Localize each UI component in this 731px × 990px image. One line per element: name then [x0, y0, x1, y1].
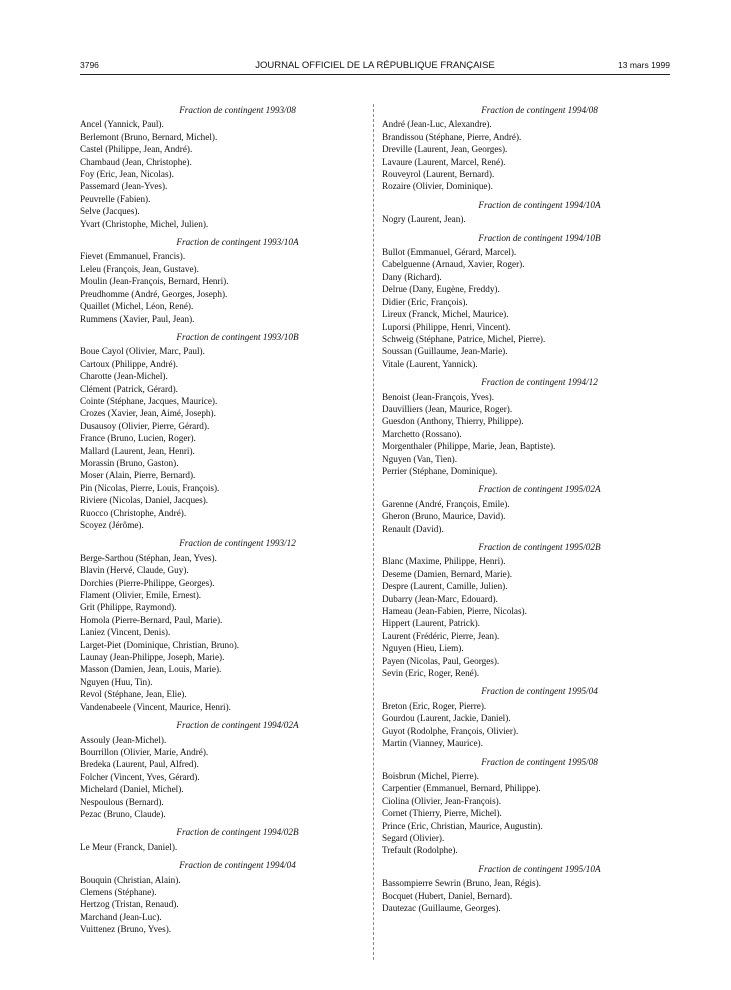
contingent-section — [382, 483, 667, 535]
contingent-section — [80, 826, 365, 853]
list-item: Sevin (Eric, Roger, René). — [382, 668, 480, 679]
column-divider — [373, 104, 374, 960]
contingent-section — [382, 541, 667, 679]
list-item: Lavaure (Laurent, Marcel, René). — [382, 156, 506, 167]
list-item: Moser (Alain, Pierre, Bernard). — [80, 470, 196, 481]
contingent-section — [80, 719, 365, 820]
list-item: Prince (Eric, Christian, Maurice, Augustin). — [382, 820, 543, 831]
contingent-section — [80, 104, 365, 230]
left-column — [80, 104, 365, 942]
list-item: Morassin (Bruno, Gaston). — [80, 457, 179, 468]
contingent-section — [382, 199, 667, 226]
list-item: Rummens (Xavier, Paul, Jean). — [80, 313, 195, 324]
list-item: Dorchies (Pierre-Philippe, Georges). — [80, 577, 215, 588]
list-item: Vitale (Laurent, Yannick). — [382, 358, 478, 369]
list-item: Castel (Philippe, Jean, André). — [80, 144, 193, 155]
list-item: Peuvrelle (Fabien). — [80, 193, 151, 204]
section-title: Fraction de contingent 1995/02A — [478, 484, 601, 495]
journal-title: JOURNAL OFFICIEL DE LA RÉPUBLIQUE FRANÇAISE — [255, 60, 495, 71]
list-item: Trefault (Rodolphe). — [382, 845, 458, 856]
list-item: Deseme (Damien, Bernard, Marie). — [382, 568, 513, 579]
contingent-section — [80, 331, 365, 532]
page-number: 3796 — [80, 60, 99, 70]
list-item: Breton (Eric, Roger, Pierre). — [382, 700, 487, 711]
contingent-section — [382, 376, 667, 477]
list-item: Morgenthaler (Philippe, Marie, Jean, Baptiste). — [382, 441, 556, 452]
list-item: Nguyen (Van, Tien). — [382, 453, 458, 464]
list-item: Berge-Sarthou (Stéphan, Jean, Yves). — [80, 552, 217, 563]
list-item: Brandissou (Stéphane, Pierre, André). — [382, 131, 522, 142]
list-item: Berlemont (Bruno, Bernard, Michel). — [80, 131, 218, 142]
section-title: Fraction de contingent 1995/08 — [481, 756, 598, 767]
list-item: Clément (Patrick, Gérard). — [80, 383, 178, 394]
list-item: Nguyen (Huu, Tin). — [80, 676, 153, 687]
section-title: Fraction de contingent 1993/10A — [176, 237, 299, 248]
contingent-section — [382, 104, 667, 193]
list-item: Guesdon (Anthony, Thierry, Philippe). — [382, 416, 524, 427]
list-item: Cartoux (Philippe, André). — [80, 358, 178, 369]
section-title: Fraction de contingent 1995/04 — [481, 686, 598, 697]
section-title: Fraction de contingent 1994/02B — [176, 827, 299, 838]
list-item: Rouveyrol (Laurent, Bernard). — [382, 169, 495, 180]
list-item: Bouquin (Christian, Alain). — [80, 874, 181, 885]
list-item: Renault (David). — [382, 523, 444, 534]
list-item: Clemens (Stéphane). — [80, 886, 157, 897]
list-item: Guyot (Rodolphe, François, Olivier). — [382, 725, 519, 736]
list-item: Vuittenez (Bruno, Yves). — [80, 924, 172, 935]
list-item: Boisbrun (Michel, Pierre). — [382, 770, 479, 781]
list-item: Dreville (Laurent, Jean, Georges). — [382, 144, 508, 155]
list-item: Assouly (Jean-Michel). — [80, 734, 167, 745]
list-item: Larget-Piet (Dominique, Christian, Bruno). — [80, 639, 240, 650]
list-item: Despre (Laurent, Camille, Julien). — [382, 581, 508, 592]
section-title: Fraction de contingent 1993/10B — [176, 331, 299, 342]
list-item: Chambaud (Jean, Christophe). — [80, 156, 192, 167]
list-item: Bredeka (Laurent, Paul, Alfred). — [80, 759, 199, 770]
right-column — [382, 104, 667, 920]
list-item: Segard (Olivier). — [382, 832, 445, 843]
list-item: Passemard (Jean-Yves). — [80, 181, 168, 192]
list-item: Mallard (Laurent, Jean, Henri). — [80, 445, 195, 456]
list-item: Garenne (André, François, Emile). — [382, 498, 510, 509]
list-item: Delrue (Dany, Eugène, Freddy). — [382, 284, 500, 295]
header-rule — [80, 74, 670, 75]
list-item: Laniez (Vincent, Denis). — [80, 627, 171, 638]
list-item: Flament (Olivier, Emile, Ernest). — [80, 590, 202, 601]
list-item: Scoyez (Jérôme). — [80, 520, 144, 530]
contingent-section — [382, 685, 667, 749]
list-item: Vandenabeele (Vincent, Maurice, Henri). — [80, 701, 231, 712]
list-item: Gourdou (Laurent, Jackie, Daniel). — [382, 713, 511, 724]
list-item: Blanc (Maxime, Philippe, Henri). — [382, 556, 506, 567]
list-item: Marchand (Jean-Luc). — [80, 911, 162, 922]
list-item: Dautezac (Guillaume, Georges). — [382, 902, 501, 913]
list-item: Nespoulous (Bernard). — [80, 796, 164, 807]
list-item: Moulin (Jean-François, Bernard, Henri). — [80, 276, 229, 287]
list-item: Didier (Eric, François). — [382, 296, 468, 307]
list-item: Boue Cayol (Olivier, Marc, Paul). — [80, 346, 205, 357]
list-item: Laurent (Frédéric, Pierre, Jean). — [382, 630, 500, 641]
list-item: Pin (Nicolas, Pierre, Louis, François). — [80, 482, 220, 493]
list-item: Bourrillon (Olivier, Marie, André). — [80, 746, 209, 757]
list-item: Foy (Eric, Jean, Nicolas). — [80, 169, 174, 180]
section-title: Fraction de contingent 1993/12 — [179, 538, 296, 549]
list-item: Homola (Pierre-Bernard, Paul, Marie). — [80, 614, 223, 625]
list-item: Nogry (Laurent, Jean). — [382, 214, 466, 225]
list-item: Schweig (Stéphane, Patrice, Michel, Pierre). — [382, 333, 546, 344]
section-title: Fraction de contingent 1994/08 — [481, 105, 598, 115]
list-item: Gheron (Bruno, Maurice, David). — [382, 511, 506, 522]
list-item: André (Jean-Luc, Alexandre). — [382, 119, 492, 130]
list-item: Bocquet (Hubert, Daniel, Bernard). — [382, 890, 513, 901]
list-item: Hameau (Jean-Fabien, Pierre, Nicolas). — [382, 606, 527, 617]
list-item: Dubarry (Jean-Marc, Edouard). — [382, 593, 498, 604]
contingent-section — [382, 756, 667, 857]
contingent-section — [382, 863, 667, 915]
section-title: Fraction de contingent 1994/12 — [481, 377, 598, 388]
list-item: Rozaire (Olivier, Dominique). — [382, 181, 493, 192]
list-item: Charotte (Jean-Michel). — [80, 371, 168, 382]
list-item: Benoist (Jean-François, Yves). — [382, 391, 495, 402]
list-item: Masson (Damien, Jean, Louis, Marie). — [80, 664, 222, 675]
list-item: Riviere (Nicolas, Daniel, Jacques). — [80, 495, 209, 506]
section-title: Fraction de contingent 1995/02B — [478, 542, 601, 552]
list-item: Michelard (Daniel, Michel). — [80, 784, 184, 795]
section-title: Fraction de contingent 1993/08 — [179, 105, 296, 115]
list-item: Cointe (Stéphane, Jacques, Maurice). — [80, 395, 218, 406]
list-item: Cornet (Thierry, Pierre, Michel). — [382, 808, 502, 819]
list-item: Dusausoy (Olivier, Pierre, Gérard). — [80, 420, 210, 431]
list-item: Payen (Nicolas, Paul, Georges). — [382, 655, 500, 666]
list-item: Luporsi (Philippe, Henri, Vincent). — [382, 321, 511, 332]
list-item: Bassompierre Sewrin (Bruno, Jean, Régis). — [382, 878, 541, 889]
list-item: Hertzog (Tristan, Renaud). — [80, 899, 179, 910]
list-item: Launay (Jean-Philippe, Joseph, Marie). — [80, 652, 225, 663]
list-item: Nguyen (Hieu, Liem). — [382, 643, 464, 654]
section-title: Fraction de contingent 1994/10A — [478, 199, 601, 210]
list-item: Ruocco (Christophe, André). — [80, 507, 187, 518]
section-title: Fraction de contingent 1994/10B — [478, 232, 601, 243]
list-item: Perrier (Stéphane, Dominique). — [382, 465, 498, 476]
list-item: Cabelguenne (Arnaud, Xavier, Roger). — [382, 259, 525, 270]
contingent-section — [80, 537, 365, 713]
list-item: Leleu (François, Jean, Gustave). — [80, 263, 199, 274]
issue-date: 13 mars 1999 — [618, 60, 670, 70]
list-item: Carpentier (Emmanuel, Bernard, Philippe). — [382, 783, 541, 794]
list-item: Ancel (Yannick, Paul). — [80, 119, 164, 130]
list-item: Folcher (Vincent, Yves, Gérard). — [80, 771, 200, 782]
list-item: Grit (Philippe, Raymond). — [80, 602, 177, 613]
list-item: Selve (Jacques). — [80, 206, 140, 217]
contingent-section — [80, 859, 365, 935]
list-item: Crozes (Xavier, Jean, Aimé, Joseph). — [80, 408, 216, 419]
list-item: Marchetto (Rossano). — [382, 428, 462, 439]
list-item: Martin (Vianney, Maurice). — [382, 738, 483, 749]
section-title: Fraction de contingent 1995/10A — [478, 863, 601, 874]
list-item: Bullot (Emmanuel, Gérard, Marcel). — [382, 247, 517, 258]
contingent-section — [80, 236, 365, 325]
list-item: Pezac (Bruno, Claude). — [80, 808, 166, 819]
list-item: Ciolina (Olivier, Jean-François). — [382, 795, 502, 806]
contingent-section — [382, 232, 667, 370]
list-item: France (Bruno, Lucien, Roger). — [80, 433, 196, 444]
section-title: Fraction de contingent 1994/02A — [176, 720, 299, 731]
list-item: Quaillet (Michel, Léon, René). — [80, 301, 194, 312]
list-item: Soussan (Guillaume, Jean-Marie). — [382, 346, 508, 357]
list-item: Dany (Richard). — [382, 271, 442, 282]
list-item: Dauvilliers (Jean, Maurice, Roger). — [382, 403, 513, 414]
list-item: Revol (Stéphane, Jean, Elie). — [80, 689, 187, 700]
page-header — [80, 60, 670, 74]
list-item: Hippert (Laurent, Patrick). — [382, 618, 480, 629]
list-item: Fievet (Emmanuel, Francis). — [80, 251, 186, 262]
list-item: Yvart (Christophe, Michel, Julien). — [80, 218, 209, 229]
list-item: Le Meur (Franck, Daniel). — [80, 841, 178, 852]
list-item: Blavin (Hervé, Claude, Guy). — [80, 565, 189, 576]
list-item: Preudhomme (André, Georges, Joseph). — [80, 288, 228, 299]
section-title: Fraction de contingent 1994/04 — [179, 860, 296, 871]
list-item: Lireux (Franck, Michel, Maurice). — [382, 309, 509, 320]
